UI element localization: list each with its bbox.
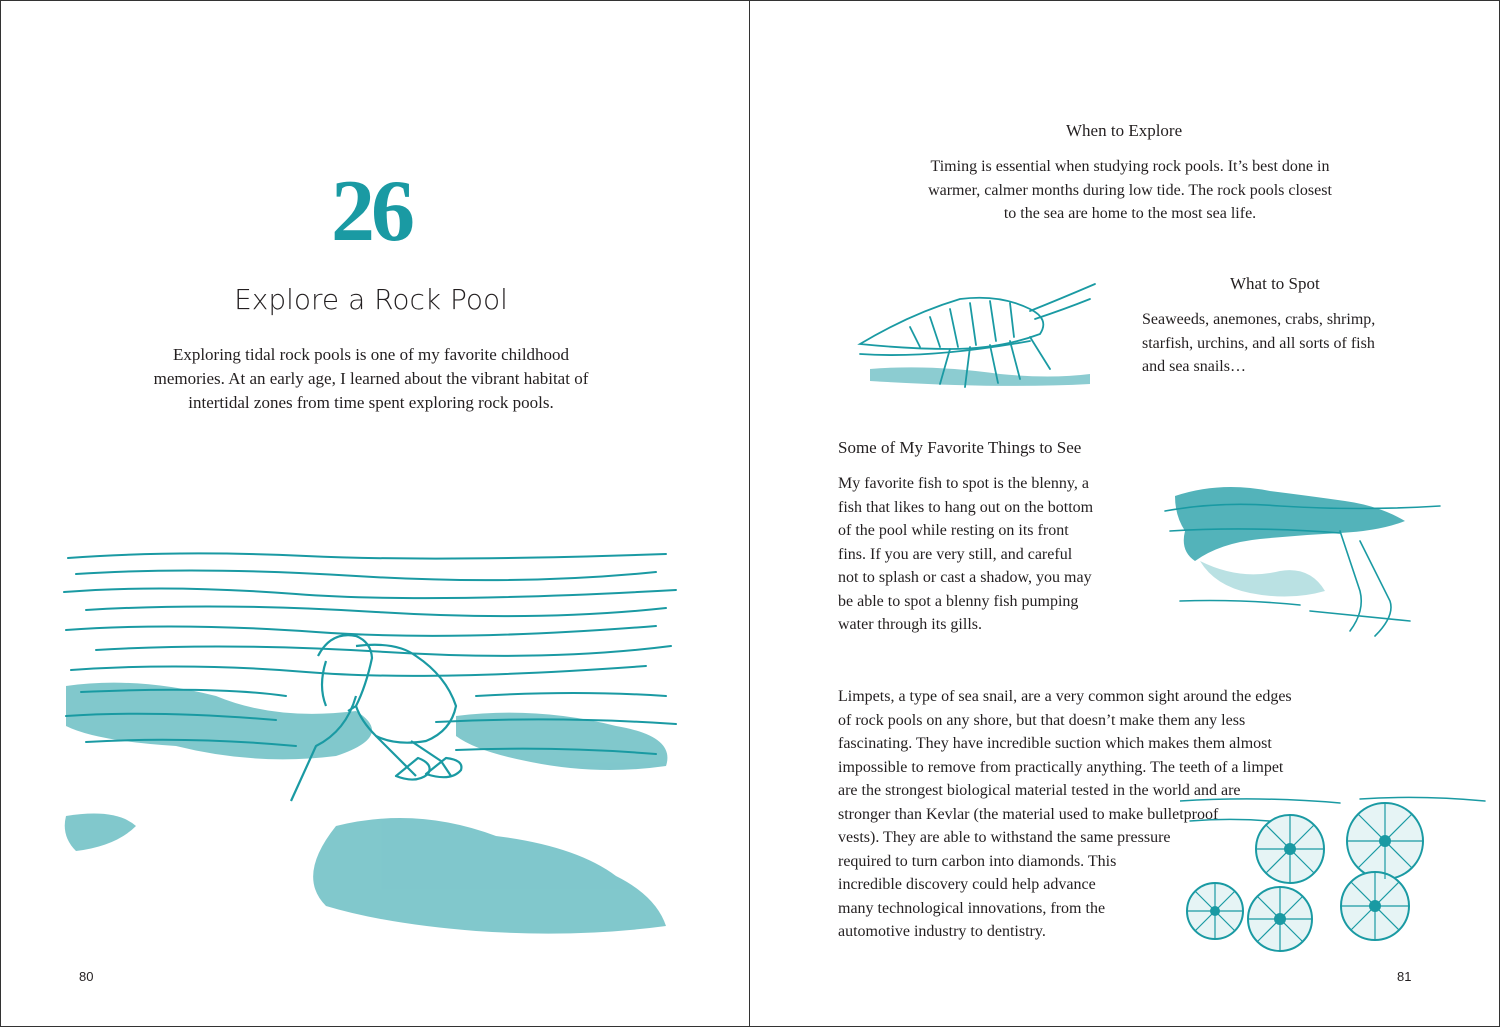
favorite-things-paragraph	[838, 472, 1148, 637]
paragraph-line: starfish, urchins, and all sorts of fish	[1142, 334, 1375, 352]
intro-line: intertidal zones from time spent exploring rock pools.	[188, 393, 554, 412]
paragraph-line: fascinating. They have incredible suction which makes them almost	[838, 735, 1272, 752]
paragraph-line: are the strongest biological material tested in the world and are	[838, 782, 1241, 799]
paragraph-line: automotive industry to dentistry.	[838, 923, 1046, 940]
paragraph-line: required to turn carbon into diamonds. This	[838, 852, 1117, 870]
paragraph-line: impossible to remove from practically anything. The teeth of a limpet	[838, 758, 1284, 776]
paragraph-line: of the pool while resting on its front	[838, 522, 1069, 539]
right-page	[749, 0, 1500, 1027]
intro-paragraph	[131, 343, 611, 415]
paragraph-line: and sea snails…	[1142, 358, 1246, 375]
favorite-things-heading: Some of My Favorite Things to See	[838, 438, 1082, 457]
chapter-title: Explore a Rock Pool	[234, 283, 508, 316]
paragraph-line: many technological innovations, from the	[838, 899, 1106, 917]
paragraph-line: warmer, calmer months during low tide. The rock pools closest	[928, 181, 1332, 199]
paragraph-line: water through its gills.	[838, 616, 982, 633]
blenny-fish-illustration-icon	[1160, 471, 1450, 641]
paragraph-line: Timing is essential when studying rock pools. It’s best done in	[930, 158, 1330, 175]
rock-pool-girl-illustration-icon	[56, 546, 686, 946]
shrimp-illustration-icon	[850, 279, 1100, 394]
paragraph-line: vests). They are able to withstand the same pressure	[838, 829, 1171, 846]
paragraph-line: stronger than Kevlar (the material used to make bulletproof	[838, 805, 1219, 823]
paragraph-line: My favorite fish to spot is the blenny, a	[838, 475, 1089, 492]
paragraph-line: to the sea are home to the most sea life.	[1003, 205, 1257, 222]
intro-line: memories. At an early age, I learned about the vibrant habitat of	[153, 369, 589, 388]
when-to-explore-heading: When to Explore	[1066, 121, 1183, 140]
what-to-spot-heading: What to Spot	[1230, 274, 1320, 293]
what-to-spot-paragraph	[1142, 308, 1442, 379]
paragraph-line: fins. If you are very still, and careful	[838, 545, 1073, 563]
limpets-illustration-icon	[1180, 791, 1490, 961]
page-number-left: 80	[79, 969, 94, 984]
paragraph-line: Seaweeds, anemones, crabs, shrimp,	[1142, 311, 1376, 328]
paragraph-line: Limpets, a type of sea snail, are a very common sight around the edges	[838, 688, 1292, 705]
paragraph-line: fish that likes to hang out on the bottom	[838, 498, 1094, 516]
page-number-right: 81	[1397, 969, 1412, 984]
paragraph-line: be able to spot a blenny fish pumping	[838, 592, 1079, 610]
paragraph-line: of rock pools on any shore, but that doesn’t make them any less	[838, 711, 1246, 729]
paragraph-line: not to splash or cast a shadow, you may	[838, 569, 1092, 586]
intro-line: Exploring tidal rock pools is one of my favorite childhood	[172, 345, 570, 364]
chapter-number: 26	[331, 163, 411, 260]
paragraph-line: incredible discovery could help advance	[838, 876, 1096, 893]
when-to-explore-paragraph	[870, 155, 1390, 226]
